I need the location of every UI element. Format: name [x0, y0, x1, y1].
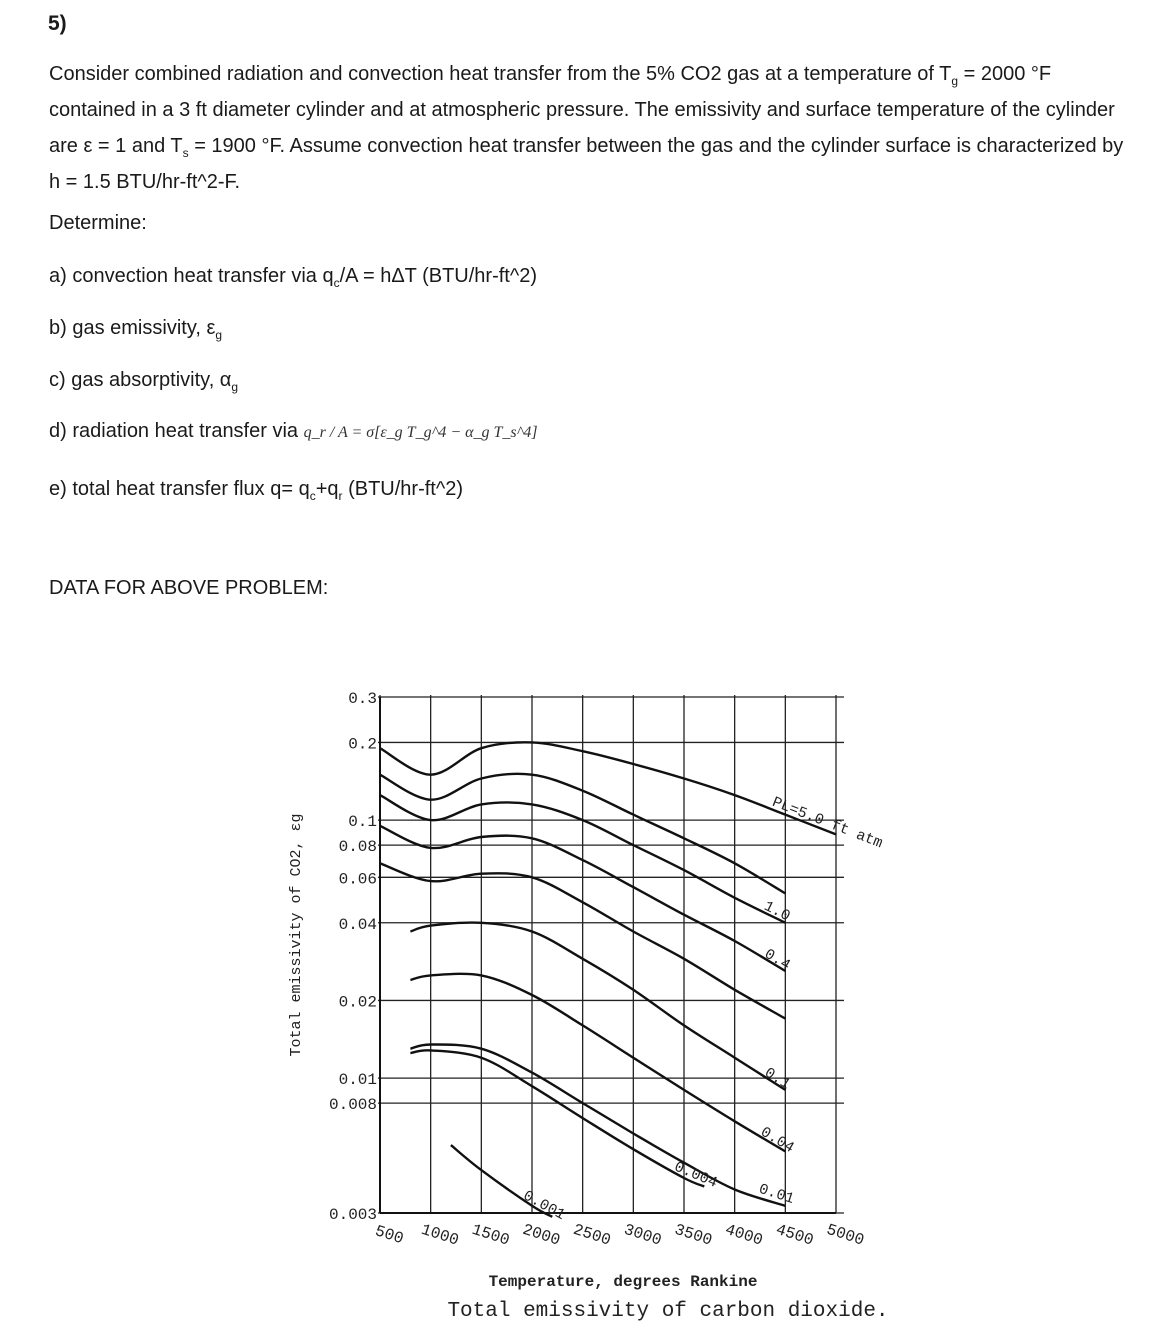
y-tick-label: 0.003: [328, 1206, 377, 1224]
part-a-sub: c: [333, 276, 340, 290]
series-label: PL=5.0 ft atm: [769, 793, 885, 853]
x-axis-label: Temperature, degrees Rankine: [488, 1273, 758, 1291]
x-tick-label: 4000: [722, 1220, 765, 1250]
x-tick-label: 2500: [570, 1220, 613, 1250]
series-line: [410, 923, 785, 1090]
chart-curves: [380, 742, 836, 1217]
y-tick-label: 0.1: [348, 813, 377, 832]
series-line: [410, 1044, 785, 1205]
y-tick-label: 0.06: [338, 870, 377, 889]
part-e-mid: +q: [315, 478, 339, 500]
part-b-pre: b) gas emissivity, ε: [49, 317, 216, 339]
part-b-sub: g: [215, 328, 223, 342]
y-tick-label: 0.01: [338, 1071, 377, 1090]
part-e-post: (BTU/hr-ft^2): [342, 478, 464, 500]
part-e: [49, 478, 463, 501]
y-tick-label: 0.3: [348, 690, 377, 708]
x-tick-label: 1500: [469, 1220, 512, 1250]
part-c: [49, 369, 238, 392]
part-b: [49, 317, 222, 340]
part-a-post: /A = hΔT (BTU/hr-ft^2): [339, 265, 538, 287]
y-tick-label: 0.008: [328, 1096, 377, 1115]
x-tick-label: 1000: [418, 1220, 461, 1250]
chart-title: Total emissivity of carbon dioxide.: [447, 1300, 889, 1323]
x-tick-label: 4500: [773, 1220, 816, 1250]
data-header: DATA FOR ABOVE PROBLEM:: [49, 577, 329, 599]
chart-curve-labels: [520, 794, 885, 1224]
series-label: 0.04: [757, 1123, 797, 1157]
x-tick-label: 2000: [520, 1220, 563, 1250]
subscript-g: g: [951, 74, 959, 88]
series-label: 0.001: [520, 1187, 568, 1224]
x-tick-label: 3000: [621, 1220, 664, 1250]
determine-label: Determine:: [49, 212, 147, 234]
series-label: 0.4: [761, 945, 794, 975]
subscript-s: s: [182, 146, 189, 160]
statement-part-3: = 1900 °F. Assume convection heat transfer between the gas and the cylinder surface is characterized by h = 1.5 BTU/hr-ft^2-F.: [49, 135, 1124, 193]
y-tick-label: 0.08: [338, 838, 377, 857]
series-label: 1.0: [761, 898, 793, 926]
x-tick-label: 500: [372, 1222, 406, 1249]
y-axis-label: Total emissivity of CO2, εg: [288, 813, 305, 1057]
series-label: 0.1: [761, 1064, 794, 1094]
x-tick-label: 5000: [824, 1220, 867, 1250]
part-e-sub2: r: [338, 489, 343, 503]
part-c-pre: c) gas absorptivity, α: [49, 369, 232, 391]
co2-emissivity-chart: [0, 660, 1174, 1329]
part-a-pre: a) convection heat transfer via q: [49, 265, 334, 287]
problem-statement: [49, 56, 1131, 200]
x-tick-label: 3500: [672, 1220, 715, 1250]
part-d: [49, 420, 538, 443]
part-d-pre: d) radiation heat transfer via: [49, 420, 304, 442]
series-label: 0.01: [756, 1180, 797, 1209]
statement-part-1: Consider combined radiation and convection heat transfer from the 5% CO2 gas at a temperature of T: [49, 63, 952, 85]
y-tick-label: 0.04: [338, 915, 377, 934]
y-tick-label: 0.02: [338, 993, 377, 1012]
part-e-sub1: c: [309, 489, 316, 503]
statement-part-2: = 2000 °F contained in a 3 ft diameter cylinder and at atmospheric pressure. The emissivity and surface temperature of the cylinder are ε = 1 and T: [49, 63, 1115, 157]
question-number: 5): [48, 12, 67, 35]
part-a: [49, 265, 537, 288]
part-e-pre: e) total heat transfer flux q= q: [49, 478, 310, 500]
y-tick-label: 0.2: [348, 735, 377, 754]
series-line: [410, 1050, 704, 1186]
radiation-equation: q_r / A = σ[ε_g T_g^4 − α_g T_s^4]: [303, 424, 538, 441]
series-label: 0.004: [671, 1158, 720, 1192]
part-c-sub: g: [231, 380, 239, 394]
